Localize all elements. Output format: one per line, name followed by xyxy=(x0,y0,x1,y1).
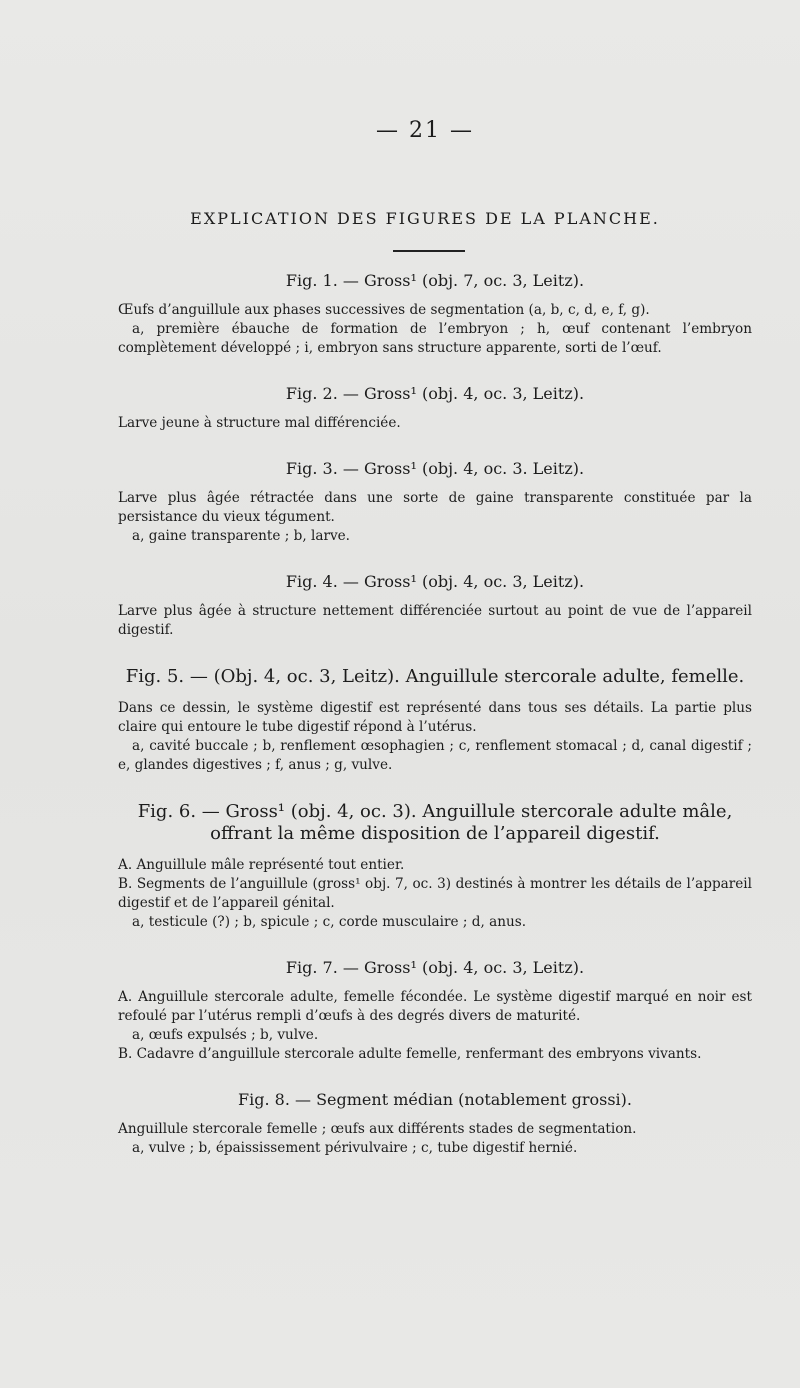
figure-7-legend: a, œufs expulsés ; b, vulve. xyxy=(132,1026,319,1043)
figure-4-section xyxy=(118,572,752,640)
figure-2-description: Larve jeune à structure mal différenciée. xyxy=(118,415,401,431)
figure-3-heading: Fig. 3. — Gross¹ (obj. 4, oc. 3. Leitz). xyxy=(285,459,585,478)
figure-6-item-a: A. Anguillule mâle représenté tout entier. xyxy=(118,856,405,873)
figure-3-legend: a, gaine transparente ; b, larve. xyxy=(132,528,350,544)
figure-5-legend: a, cavité buccale ; b, renflement œsophagien ; c, renflement stomacal ; d, canal digestif ; e, glandes digestives ; f, anus ; g, vulve. xyxy=(118,737,752,773)
figure-7-item-b: B. Cadavre d’anguillule stercorale adulte femelle, renfermant des embryons vivants. xyxy=(118,1045,702,1062)
figure-6-heading: Fig. 6. — Gross¹ (obj. 4, oc. 3). Anguillule stercorale adulte mâle, offrant la même disposition de l’appareil digestif. xyxy=(137,800,733,844)
title-divider xyxy=(393,250,465,252)
figure-3-description: Larve plus âgée rétractée dans une sorte de gaine transparente constituée par la persistance du vieux tégument. xyxy=(118,490,752,525)
figure-1-heading: Fig. 1. — Gross¹ (obj. 7, oc. 3, Leitz). xyxy=(285,271,585,290)
figure-1-legend: a, première ébauche de formation de l’embryon ; h, œuf contenant l’embryon complètement développé ; i, embryon sans structure apparente, sorti de l’œuf. xyxy=(118,321,752,356)
figure-7-heading: Fig. 7. — Gross¹ (obj. 4, oc. 3, Leitz). xyxy=(285,957,585,977)
figure-8-section xyxy=(118,1090,752,1158)
figure-2-section xyxy=(118,384,752,433)
figure-1-section xyxy=(118,271,752,358)
figure-5-description: Dans ce dessin, le système digestif est représenté dans tous ses détails. La partie plus claire qui entoure le tube digestif répond à l’utérus. xyxy=(118,699,752,735)
figure-1-description: Œufs d’anguillule aux phases successives de segmentation (a, b, c, d, e, f, g). xyxy=(118,302,650,318)
figure-3-section xyxy=(118,459,752,546)
figure-6-item-b: B. Segments de l’anguillule (gross¹ obj. 7, oc. 3) destinés à montrer les détails de l’appareil digestif et de l’appareil génital. xyxy=(118,875,752,911)
figure-6-section xyxy=(118,801,752,932)
figure-7-section xyxy=(118,958,752,1064)
page-number: — 21 — xyxy=(376,118,474,143)
figure-2-heading: Fig. 2. — Gross¹ (obj. 4, oc. 3, Leitz). xyxy=(285,384,585,403)
figure-4-description: Larve plus âgée à structure nettement différenciée surtout au point de vue de l’appareil digestif. xyxy=(118,603,752,638)
figure-7-item-a: A. Anguillule stercorale adulte, femelle fécondée. Le système digestif marqué en noir est refoulé par l’utérus rempli d’œufs à des degrés divers de maturité. xyxy=(118,988,752,1024)
figure-8-legend: a, vulve ; b, épaississement périvulvaire ; c, tube digestif hernié. xyxy=(132,1139,578,1156)
figure-4-heading: Fig. 4. — Gross¹ (obj. 4, oc. 3, Leitz). xyxy=(285,572,585,591)
figure-8-heading: Fig. 8. — Segment médian (notablement grossi). xyxy=(238,1089,632,1109)
figure-5-section xyxy=(118,666,752,775)
figure-8-description: Anguillule stercorale femelle ; œufs aux différents stades de segmentation. xyxy=(118,1120,637,1137)
figure-5-heading: Fig. 5. — (Obj. 4, oc. 3, Leitz). Anguillule stercorale adulte, femelle. xyxy=(125,666,745,687)
page-title: EXPLICATION DES FIGURES DE LA PLANCHE. xyxy=(190,209,660,228)
figure-6-legend: a, testicule (?) ; b, spicule ; c, corde musculaire ; d, anus. xyxy=(132,913,527,930)
